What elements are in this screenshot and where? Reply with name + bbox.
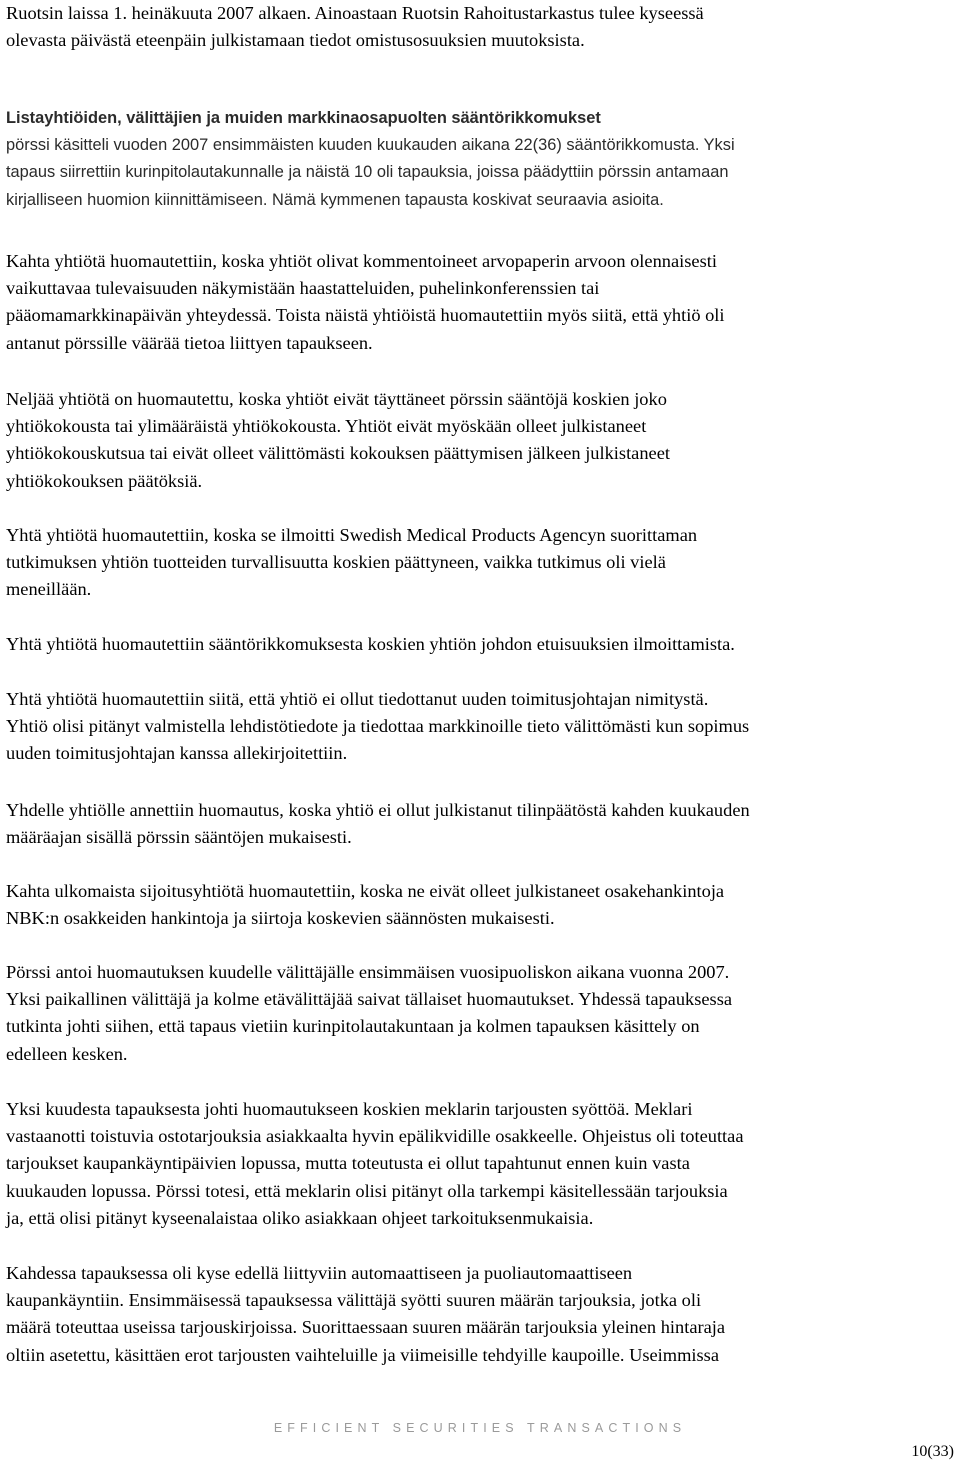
paragraph-8: Yhdelle yhtiölle annettiin huomautus, koska yhtiö ei ollut julkistanut tilinpäätöstä kahden kuukauden määräajan sisällä pörssin sääntöjen mukaisesti. bbox=[6, 800, 750, 848]
paragraph-2-body: pörssi käsitteli vuoden 2007 ensimmäisten kuuden kuukauden aikana 22(36) sääntörikkomusta. Yksi tapaus siirrettiin kurinpitolautakunnalle ja näistä 10 oli tapauksia, joissa päädyttiin pörssin antamaan kirjalliseen huomion kiinnittämiseen. Nämä kymmenen tapausta koskivat seuraavia asioita. bbox=[6, 136, 735, 209]
paragraph-2 bbox=[6, 105, 735, 214]
paragraph-7: Yhtä yhtiötä huomautettiin siitä, että yhtiö ei ollut tiedottanut uuden toimitusjohtajan nimitystä. Yhtiö olisi pitänyt valmistella lehdistötiedote ja tiedottaa markkinoille tieto välittömästi kun sopimus uuden toimitusjohtajan kanssa allekirjoitettiin. bbox=[6, 689, 750, 764]
running-footer-title: EFFICIENT SECURITIES TRANSACTIONS bbox=[273, 1421, 687, 1435]
paragraph-9: Kahta ulkomaista sijoitusyhtiötä huomautettiin, koska ne eivät olleet julkistaneet osakehankintoja NBK:n osakkeiden hankintoja ja siirtoja koskevien säännösten mukaisesti. bbox=[6, 881, 725, 929]
paragraph-5: Yhtä yhtiötä huomautettiin, koska se ilmoitti Swedish Medical Products Agencyn suorittaman tutkimuksen yhtiön tuotteiden turvallisuutta koskien päättyneen, vaikka tutkimus oli vielä meneillään. bbox=[6, 525, 698, 600]
section-heading: Listayhtiöiden, välittäjien ja muiden markkinaosapuolten sääntörikkomukset bbox=[6, 109, 601, 127]
paragraph-10: Pörssi antoi huomautuksen kuudelle välittäjälle ensimmäisen vuosipuoliskon aikana vuonna 2007. Yksi paikallinen välittäjä ja kolme etävälittäjää saivat tällaiset huomautukset. Yhdessä tapauksessa tutkinta johti siihen, että tapaus vietiin kurinpitolautakuntaan ja kolmen tapauksen käsittely on edelleen kesken. bbox=[6, 962, 733, 1064]
page-number: 10(33) bbox=[911, 1443, 954, 1460]
paragraph-4: Neljää yhtiötä on huomautettu, koska yhtiöt eivät täyttäneet pörssin sääntöjä koskien joko yhtiökokousta tai ylimääräistä yhtiökokousta. Yhtiöt eivät myöskään olleet julkistaneet yhtiökokouskutsua tai eivät olleet välittömästi kokouksen päättymisen jälkeen julkistaneet yhtiökokouksen päätöksiä. bbox=[6, 389, 670, 491]
paragraph-11: Yksi kuudesta tapauksesta johti huomautukseen koskien meklarin tarjousten syöttöä. Meklari vastaanotti toistuvia ostotarjouksia asiakkaalta hyvin epälikvidille osakkeelle. Ohjeistus oli toteuttaa tarjoukset kaupankäyntipäivien lopussa, mutta toteutusta ei ollut tapahtunut ennen kuin vasta kuukauden lopussa. Pörssi totesi, että meklarin olisi pitänyt olla tarkempi käsitellessään tarjouksia ja, että olisi pitänyt kyseenalaistaa oliko asiakkaan ohjeet tarkoituksenmukaisia. bbox=[6, 1099, 744, 1228]
paragraph-12: Kahdessa tapauksessa oli kyse edellä liittyviin automaattiseen ja puoliautomaattiseen kaupankäyntiin. Ensimmäisessä tapauksessa välittäjä syötti suuren määrän tarjouksia, jotka oli määrä toteuttaa useissa tarjouskirjoissa. Suorittaessaan suuren määrän tarjouksia yleinen hintaraja oltiin asetettu, käsittäen erot tarjousten vaihteluille ja viimeisille tehdyille kaupoille. Useimmissa bbox=[6, 1263, 726, 1365]
paragraph-3: Kahta yhtiötä huomautettiin, koska yhtiöt olivat kommentoineet arvopaperin arvoon olennaisesti vaikuttavaa tulevaisuuden näkymistään haastatteluiden, puhelinkonferenssien tai pääomamarkkinapäivän yhteydessä. Toista näistä yhtiöistä huomautettiin myös siitä, että yhtiö oli antanut pörssille väärää tietoa liittyen tapaukseen. bbox=[6, 251, 725, 353]
paragraph-1: Ruotsin laissa 1. heinäkuuta 2007 alkaen. Ainoastaan Ruotsin Rahoitustarkastus tulee kyseessä olevasta päivästä eteenpäin julkistamaan tiedot omistusosuuksien muutoksista. bbox=[6, 3, 704, 51]
paragraph-6: Yhtä yhtiötä huomautettiin sääntörikkomuksesta koskien yhtiön johdon etuisuuksien ilmoittamista. bbox=[6, 634, 735, 654]
